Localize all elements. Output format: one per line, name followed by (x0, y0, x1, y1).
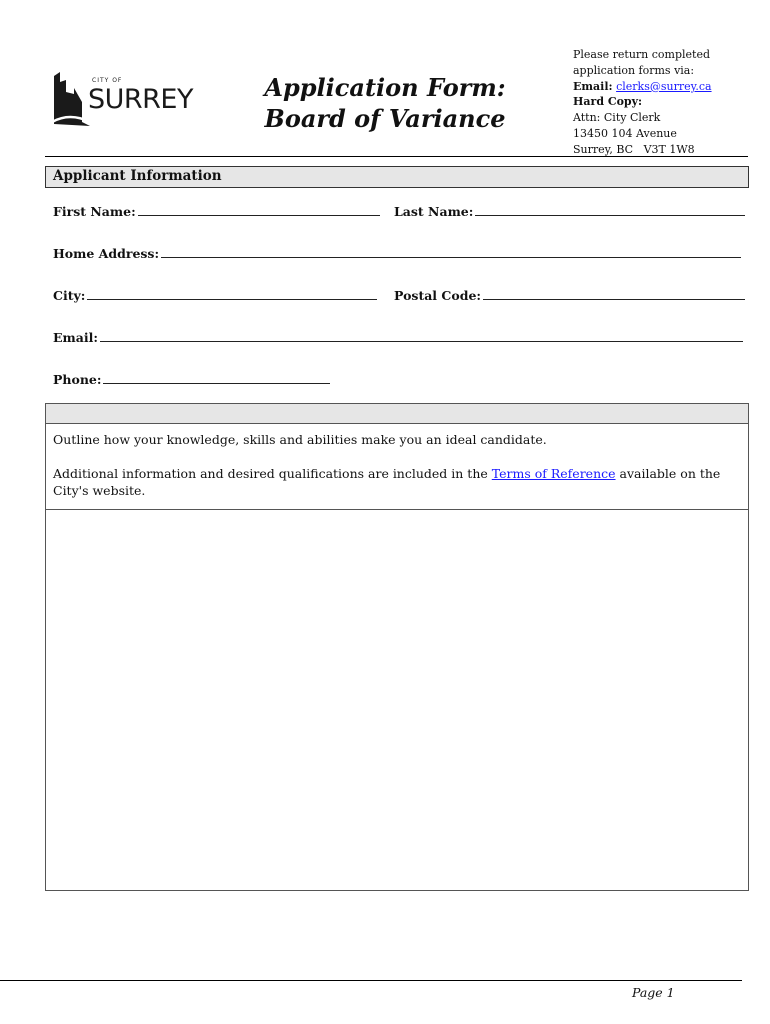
email-field[interactable] (53, 330, 743, 345)
address-line-1: Attn: City Clerk (573, 111, 661, 125)
hardcopy-label: Hard Copy: (573, 95, 643, 109)
surrey-logo-icon (52, 72, 92, 128)
city-line[interactable] (87, 289, 377, 300)
logo-small-text: CITY OF (92, 77, 123, 84)
outline-prompt: Outline how your knowledge, skills and abilities make you an ideal candidate. (53, 432, 547, 447)
qualifications-instructions (53, 431, 743, 516)
city-label: City: (53, 288, 86, 303)
postal-code-line[interactable] (483, 289, 745, 300)
form-title (250, 72, 520, 134)
header-divider (45, 156, 748, 157)
first-name-label: First Name: (53, 204, 136, 219)
city-field[interactable] (53, 288, 377, 303)
applicant-section-header (45, 166, 749, 188)
city-logo (52, 70, 202, 128)
home-address-label: Home Address: (53, 246, 160, 261)
page-number: Page 1 (632, 985, 675, 1000)
return-line-1: Please return completed (573, 48, 711, 61)
last-name-label: Last Name: (394, 204, 474, 219)
phone-label: Phone: (53, 372, 102, 387)
address-line-2: 13450 104 Avenue (573, 126, 677, 140)
address-line-3: Surrey, BC V3T 1W8 (573, 142, 695, 156)
qualifications-box-header (46, 404, 748, 424)
return-email (573, 79, 763, 95)
home-address-line[interactable] (161, 247, 741, 258)
logo-wordmark: SURREY (88, 84, 193, 115)
return-line-2: application forms via: (573, 63, 695, 77)
footer-divider (0, 980, 742, 981)
last-name-field[interactable] (394, 204, 745, 219)
section-title: Applicant Information (53, 168, 222, 184)
terms-of-reference-link[interactable]: Terms of Reference (491, 466, 616, 481)
first-name-line[interactable] (138, 205, 380, 216)
return-instructions (573, 47, 763, 158)
title-line-1: Application Form: (264, 73, 506, 102)
last-name-line[interactable] (475, 205, 745, 216)
additional-info: Additional information and desired qualifications are included in the Terms of Reference available on the City's website. (53, 466, 721, 498)
qualifications-box (45, 403, 749, 891)
email-field-label: Email: (53, 330, 98, 345)
first-name-field[interactable] (53, 204, 380, 219)
title-line-2: Board of Variance (264, 104, 506, 133)
email-line[interactable] (100, 331, 743, 342)
response-area[interactable] (46, 510, 748, 890)
postal-code-label: Postal Code: (394, 288, 482, 303)
email-label: Email: (573, 79, 613, 93)
postal-code-field[interactable] (394, 288, 745, 303)
phone-line[interactable] (103, 373, 330, 384)
clerks-email-link[interactable]: clerks@surrey.ca (616, 79, 712, 93)
home-address-field[interactable] (53, 246, 741, 261)
phone-field[interactable] (53, 372, 330, 387)
